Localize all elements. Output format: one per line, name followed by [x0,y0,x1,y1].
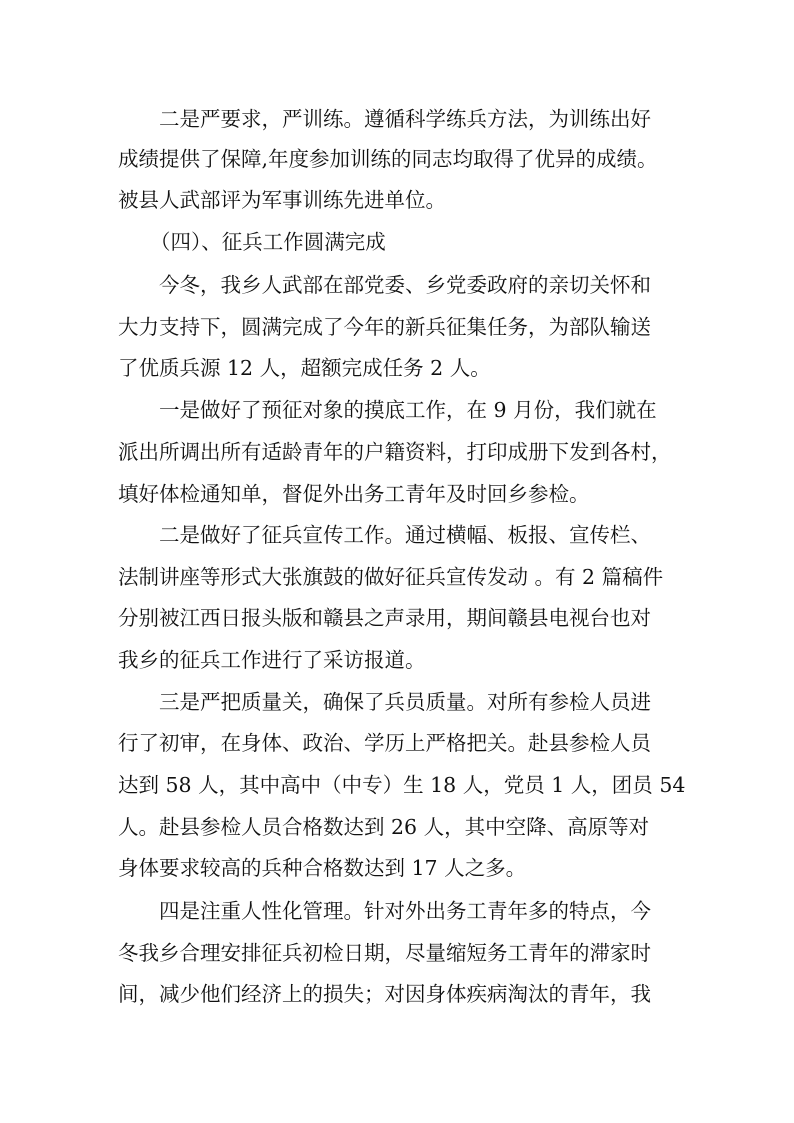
paragraph-line: 派出所调出所有适龄青年的户籍资料，打印成册下发到各村， [118,440,672,464]
paragraph-line: 法制讲座等形式大张旗鼓的做好征兵宣传发动 。有 2 篇稿件 [118,565,664,589]
paragraph-line: 身体要求较高的兵种合格数达到 17 人之多。 [118,856,527,880]
paragraph-line: 二是做好了征兵宣传工作。通过横幅、板报、宣传栏、 [159,523,651,547]
paragraph-line: 冬我乡合理安排征兵初检日期，尽量缩短务工青年的滞家时 [118,941,651,965]
paragraph-line: 大力支持下，圆满完成了今年的新兵征集任务，为部队输送 [118,315,651,339]
paragraph-line: 二是严要求，严训练。遵循科学练兵方法，为训练出好 [159,107,651,131]
paragraph-line: 行了初审，在身体、政治、学历上严格把关。赴县参检人员 [118,731,651,755]
paragraph-line: 达到 58 人，其中高中（中专）生 18 人，党员 1 人，团员 54 [118,773,686,797]
paragraph-line: 成绩提供了保障,年度参加训练的同志均取得了优异的成绩。 [118,147,658,171]
paragraph-line: 分别被江西日报头版和赣县之声录用，期间赣县电视台也对 [118,606,651,630]
paragraph-line: 了优质兵源 12 人，超额完成任务 2 人。 [118,356,491,380]
paragraph-line: 今冬，我乡人武部在部党委、乡党委政府的亲切关怀和 [159,273,651,297]
paragraph-line: 我乡的征兵工作进行了采访报道。 [118,648,426,672]
section-heading: （四）、征兵工作圆满完成 [150,230,386,254]
paragraph-line: 人。赴县参检人员合格数达到 26 人，其中空降、高原等对 [118,815,650,839]
paragraph-line: 填好体检通知单，督促外出务工青年及时回乡参检。 [118,482,590,506]
paragraph-line: 三是严把质量关，确保了兵员质量。对所有参检人员进 [159,690,651,714]
paragraph-line: 被县人武部评为军事训练先进单位。 [118,188,446,212]
paragraph-line: 四是注重人性化管理。针对外出务工青年多的特点，今 [159,899,651,923]
paragraph-line: 间，减少他们经济上的损失；对因身体疾病淘汰的青年，我 [118,982,651,1006]
paragraph-line: 一是做好了预征对象的摸底工作，在 9 月份，我们就在 [159,398,657,422]
